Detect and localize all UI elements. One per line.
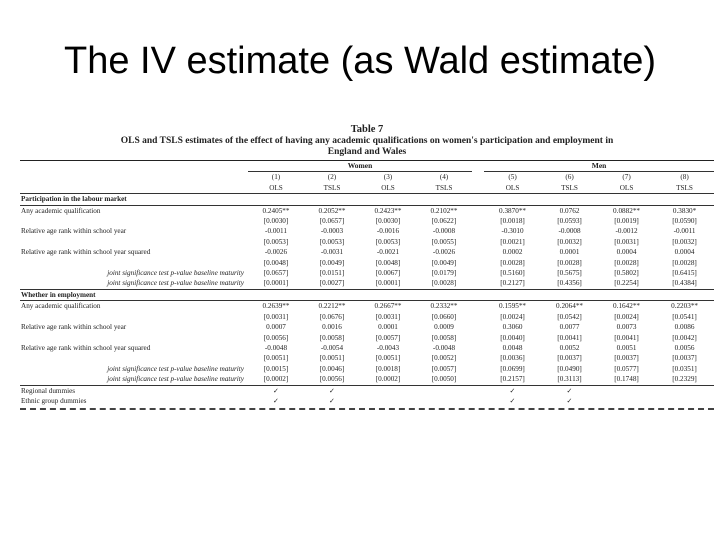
value-cell: 0.0004 bbox=[674, 248, 695, 257]
value-cell: 0.0002 bbox=[502, 248, 523, 257]
column-number: (1) bbox=[271, 173, 281, 182]
value-cell: -0.0016 bbox=[376, 227, 400, 236]
checkmark-cell: ✓ bbox=[248, 385, 304, 396]
value-cell: [0.0057] bbox=[431, 364, 457, 373]
value-cell: 0.0048 bbox=[502, 343, 523, 352]
value-cell: [0.0028] bbox=[672, 258, 697, 267]
value-cell: [0.0036] bbox=[500, 354, 525, 363]
value-cell: [0.0001] bbox=[375, 279, 401, 288]
value-cell: [0.0041] bbox=[557, 333, 582, 342]
table-caption: OLS and TSLS estimates of the effect of having any academic qualifications on women's participation and employment in bbox=[120, 136, 614, 146]
value-cell: 0.2064** bbox=[541, 301, 598, 312]
value-cell: 0.1642** bbox=[598, 301, 655, 312]
value-cell: [0.0030] bbox=[375, 217, 401, 226]
row-label: Any academic qualification bbox=[20, 205, 248, 216]
gap-cell bbox=[472, 226, 484, 236]
column-method: OLS bbox=[484, 183, 541, 194]
value-cell: [0.4384] bbox=[672, 279, 697, 288]
value-cell: 0.0086 bbox=[674, 323, 695, 332]
value-cell: [0.0019] bbox=[614, 217, 639, 226]
gap-cell bbox=[472, 353, 484, 363]
value-cell: [0.0018] bbox=[375, 364, 401, 373]
value-cell: -0.3010 bbox=[501, 227, 524, 236]
column-number: (3) bbox=[383, 173, 393, 182]
value-cell: 0.0762 bbox=[541, 205, 598, 216]
value-cell: [0.0053] bbox=[375, 237, 401, 246]
value-cell: [0.0018] bbox=[500, 217, 525, 226]
checkmark-cell: ✓ bbox=[304, 385, 360, 396]
column-number: (7) bbox=[622, 173, 631, 182]
value-cell: [0.0028] bbox=[431, 279, 457, 288]
dummy-row bbox=[20, 396, 714, 406]
value-cell: -0.0054 bbox=[320, 343, 344, 352]
value-cell: [0.0676] bbox=[319, 312, 345, 321]
dummy-row bbox=[20, 385, 714, 396]
value-cell: 0.2102** bbox=[416, 205, 472, 216]
table-row bbox=[20, 205, 714, 216]
value-cell: [0.0001] bbox=[263, 279, 289, 288]
value-cell: [0.0031] bbox=[263, 312, 289, 321]
value-cell: 0.0073 bbox=[616, 323, 637, 332]
value-cell: [0.0015] bbox=[263, 364, 289, 373]
checkmark-cell bbox=[655, 385, 714, 396]
value-cell: [0.2254] bbox=[614, 279, 639, 288]
checkmark-cell: ✓ bbox=[566, 396, 573, 405]
table-row bbox=[20, 374, 714, 385]
gap-cell bbox=[472, 258, 484, 268]
checkmark-cell bbox=[416, 396, 472, 406]
checkmark-cell: ✓ bbox=[484, 385, 541, 396]
table-row bbox=[20, 247, 714, 257]
table-row bbox=[20, 258, 714, 268]
value-cell: [0.0048] bbox=[375, 258, 401, 267]
value-cell: -0.0003 bbox=[320, 227, 344, 236]
gap-cell bbox=[472, 374, 484, 385]
value-cell: [0.0024] bbox=[614, 312, 639, 321]
table-row bbox=[20, 333, 714, 343]
gap-cell bbox=[472, 247, 484, 257]
value-cell: [0.0046] bbox=[319, 364, 345, 373]
value-cell: [0.0031] bbox=[375, 312, 401, 321]
value-cell: [0.0048] bbox=[263, 258, 289, 267]
value-cell: [0.0052] bbox=[431, 354, 457, 363]
gap-cell bbox=[472, 183, 484, 194]
value-cell: [0.0031] bbox=[614, 237, 639, 246]
row-label: joint significance test p-value baseline maturity bbox=[107, 364, 244, 373]
value-cell: [0.0577] bbox=[614, 364, 639, 373]
checkmark-cell bbox=[655, 396, 714, 406]
value-cell: -0.0026 bbox=[432, 248, 456, 257]
table-number: Table 7 bbox=[350, 124, 384, 135]
value-cell: 0.2212** bbox=[304, 301, 360, 312]
table-bottom-rule bbox=[20, 408, 714, 410]
value-cell: 0.0052 bbox=[559, 343, 580, 352]
value-cell: [0.5802] bbox=[614, 269, 639, 278]
value-cell: [0.0049] bbox=[431, 258, 457, 267]
value-cell: [0.0028] bbox=[500, 258, 525, 267]
section-title: Whether in employment bbox=[20, 289, 714, 300]
value-cell: 0.0051 bbox=[616, 343, 637, 352]
value-cell: [0.0058] bbox=[431, 333, 457, 342]
section-header-row bbox=[20, 289, 714, 300]
row-label: Relative age rank within school year bbox=[21, 323, 127, 332]
value-cell: [0.2127] bbox=[500, 279, 525, 288]
row-label: Relative age rank within school year squared bbox=[21, 343, 151, 352]
value-cell: [0.0051] bbox=[263, 354, 289, 363]
column-method: OLS bbox=[598, 183, 655, 194]
value-cell: [0.0037] bbox=[614, 354, 639, 363]
row-label: Any academic qualification bbox=[20, 301, 248, 312]
gap-cell bbox=[472, 364, 484, 374]
row-label bbox=[20, 216, 248, 226]
checkmark-cell: ✓ bbox=[509, 396, 516, 405]
column-number: (6) bbox=[565, 173, 574, 182]
value-cell: [0.0657] bbox=[263, 269, 289, 278]
row-label: Relative age rank within school year bbox=[21, 227, 127, 236]
value-cell: [0.0490] bbox=[557, 364, 582, 373]
column-method: OLS bbox=[248, 183, 304, 194]
gap-cell bbox=[472, 312, 484, 322]
gap-cell bbox=[472, 385, 484, 396]
value-cell: 0.2639** bbox=[248, 301, 304, 312]
value-cell: -0.0011 bbox=[265, 227, 287, 236]
column-number: (5) bbox=[508, 173, 517, 182]
value-cell: 0.2423** bbox=[360, 205, 416, 216]
column-number: (4) bbox=[439, 173, 449, 182]
value-cell: [0.0002] bbox=[263, 375, 289, 384]
value-cell: [0.5675] bbox=[557, 269, 582, 278]
value-cell: [0.0622] bbox=[431, 217, 457, 226]
table-row bbox=[20, 322, 714, 332]
value-cell: [0.1748] bbox=[614, 375, 639, 384]
gap-cell bbox=[472, 333, 484, 343]
value-cell: 0.0009 bbox=[434, 323, 454, 332]
value-cell: [0.0542] bbox=[557, 312, 582, 321]
value-cell: 0.2405** bbox=[248, 205, 304, 216]
value-cell: [0.0541] bbox=[672, 312, 697, 321]
stub-cell bbox=[20, 183, 248, 194]
gap-cell bbox=[472, 172, 484, 183]
gap-cell bbox=[472, 396, 484, 406]
value-cell: [0.0699] bbox=[500, 364, 525, 373]
value-cell: [0.0053] bbox=[319, 237, 345, 246]
value-cell: [0.0032] bbox=[557, 237, 582, 246]
value-cell: 0.2052** bbox=[304, 205, 360, 216]
value-cell: 0.0001 bbox=[378, 323, 398, 332]
checkmark-cell bbox=[598, 396, 655, 406]
column-method: TSLS bbox=[541, 183, 598, 194]
group-label-men: Men bbox=[484, 161, 714, 172]
value-cell: [0.0037] bbox=[672, 354, 697, 363]
column-method: TSLS bbox=[416, 183, 472, 194]
checkmark-cell: ✓ bbox=[328, 396, 336, 405]
value-cell: -0.0026 bbox=[264, 248, 288, 257]
value-cell: [0.0058] bbox=[319, 333, 345, 342]
value-cell: [0.0593] bbox=[557, 217, 582, 226]
value-cell: [0.0028] bbox=[557, 258, 582, 267]
value-cell: 0.2667** bbox=[360, 301, 416, 312]
value-cell: [0.0049] bbox=[319, 258, 345, 267]
column-number-row bbox=[20, 172, 714, 183]
value-cell: 0.3870** bbox=[484, 205, 541, 216]
value-cell: 0.3830* bbox=[655, 205, 714, 216]
table-row bbox=[20, 301, 714, 312]
value-cell: 0.3060 bbox=[502, 323, 523, 332]
value-cell: [0.0042] bbox=[672, 333, 697, 342]
gap-cell bbox=[472, 237, 484, 247]
value-cell: -0.0008 bbox=[558, 227, 581, 236]
table-row bbox=[20, 237, 714, 247]
column-method: OLS bbox=[360, 183, 416, 194]
gap-cell bbox=[472, 301, 484, 312]
value-cell: -0.0008 bbox=[432, 227, 456, 236]
gap-cell bbox=[472, 161, 484, 172]
value-cell: [0.0032] bbox=[672, 237, 697, 246]
checkmark-cell bbox=[360, 385, 416, 396]
value-cell: 0.0004 bbox=[616, 248, 637, 257]
value-cell: 0.2203** bbox=[655, 301, 714, 312]
value-cell: [0.0051] bbox=[375, 354, 401, 363]
value-cell: [0.5160] bbox=[500, 269, 525, 278]
value-cell: [0.6415] bbox=[672, 269, 697, 278]
column-number: (2) bbox=[327, 173, 337, 182]
results-table-block bbox=[20, 124, 714, 410]
value-cell: 0.0056 bbox=[674, 343, 695, 352]
section-header-row bbox=[20, 194, 714, 205]
row-label: Regional dummies bbox=[20, 385, 248, 396]
group-label-women: Women bbox=[248, 161, 472, 172]
table-caption-line2: England and Wales bbox=[327, 147, 407, 157]
value-cell: [0.0151] bbox=[319, 269, 345, 278]
checkmark-cell bbox=[598, 385, 655, 396]
checkmark-cell: ✓ bbox=[541, 385, 598, 396]
gap-cell bbox=[472, 278, 484, 289]
value-cell: -0.0048 bbox=[432, 343, 456, 352]
value-cell: 0.2332** bbox=[416, 301, 472, 312]
value-cell: [0.0021] bbox=[500, 237, 525, 246]
row-label bbox=[20, 237, 248, 247]
value-cell: 0.0001 bbox=[559, 248, 580, 257]
value-cell: [0.2157] bbox=[500, 375, 525, 384]
value-cell: -0.0011 bbox=[673, 227, 696, 236]
value-cell: [0.0041] bbox=[614, 333, 639, 342]
table-row bbox=[20, 226, 714, 236]
value-cell: -0.0031 bbox=[320, 248, 344, 257]
value-cell: [0.0030] bbox=[263, 217, 289, 226]
section-title: Participation in the labour market bbox=[21, 195, 127, 204]
row-label: joint significance test p-value baseline maturity bbox=[107, 269, 244, 278]
value-cell: [0.0056] bbox=[319, 375, 345, 384]
value-cell: [0.2329] bbox=[672, 375, 697, 384]
gap-cell bbox=[472, 205, 484, 216]
value-cell: 0.0016 bbox=[322, 323, 342, 332]
value-cell: [0.0067] bbox=[375, 269, 401, 278]
gap-cell bbox=[472, 268, 484, 278]
value-cell: [0.0027] bbox=[319, 279, 345, 288]
value-cell: [0.0055] bbox=[431, 237, 457, 246]
value-cell: 0.0007 bbox=[266, 323, 286, 332]
gap-cell bbox=[472, 322, 484, 332]
checkmark-cell bbox=[416, 385, 472, 396]
table-row bbox=[20, 312, 714, 322]
value-cell: 0.0882** bbox=[598, 205, 655, 216]
row-label bbox=[20, 258, 248, 268]
table-row bbox=[20, 268, 714, 278]
value-cell: [0.0002] bbox=[375, 375, 401, 384]
value-cell: [0.0028] bbox=[614, 258, 639, 267]
table-row bbox=[20, 278, 714, 289]
row-label: Relative age rank within school year squared bbox=[21, 248, 151, 257]
value-cell: [0.0179] bbox=[431, 269, 457, 278]
value-cell: [0.0660] bbox=[431, 312, 457, 321]
value-cell: -0.0021 bbox=[376, 248, 400, 257]
row-label: joint significance test p-value baseline maturity bbox=[107, 279, 244, 288]
column-method: TSLS bbox=[304, 183, 360, 194]
value-cell: [0.0351] bbox=[672, 364, 697, 373]
value-cell: 0.0077 bbox=[559, 323, 580, 332]
value-cell: -0.0043 bbox=[376, 343, 400, 352]
value-cell: [0.0053] bbox=[263, 237, 289, 246]
value-cell: 0.1595** bbox=[484, 301, 541, 312]
table-row bbox=[20, 343, 714, 353]
row-label bbox=[20, 312, 248, 322]
gap-cell bbox=[472, 216, 484, 226]
row-label: joint significance test p-value baseline maturity bbox=[107, 375, 244, 384]
value-cell: [0.0057] bbox=[375, 333, 401, 342]
checkmark-cell: ✓ bbox=[272, 396, 280, 405]
value-cell: [0.0040] bbox=[500, 333, 525, 342]
slide-title: The IV estimate (as Wald estimate) bbox=[63, 40, 656, 82]
value-cell: [0.0037] bbox=[557, 354, 582, 363]
value-cell: [0.0056] bbox=[263, 333, 289, 342]
checkmark-cell bbox=[360, 396, 416, 406]
row-label bbox=[20, 333, 248, 343]
stub-cell bbox=[20, 172, 248, 183]
stub-cell bbox=[20, 161, 248, 172]
value-cell: -0.0048 bbox=[264, 343, 288, 352]
value-cell: -0.0012 bbox=[615, 227, 638, 236]
results-table bbox=[20, 161, 714, 406]
value-cell: [0.0657] bbox=[319, 217, 345, 226]
value-cell: [0.4356] bbox=[557, 279, 582, 288]
table-row bbox=[20, 216, 714, 226]
gap-cell bbox=[472, 343, 484, 353]
value-cell: [0.0050] bbox=[431, 375, 457, 384]
column-number: (8) bbox=[680, 173, 689, 182]
column-method: TSLS bbox=[655, 183, 714, 194]
table-row bbox=[20, 364, 714, 374]
value-cell: [0.0590] bbox=[672, 217, 697, 226]
value-cell: [0.0051] bbox=[319, 354, 345, 363]
column-method-row bbox=[20, 183, 714, 194]
value-cell: [0.3113] bbox=[557, 375, 582, 384]
table-row bbox=[20, 353, 714, 363]
row-label: Ethnic group dummies bbox=[21, 396, 87, 405]
value-cell: [0.0024] bbox=[500, 312, 525, 321]
row-label bbox=[20, 353, 248, 363]
group-header-row bbox=[20, 161, 714, 172]
